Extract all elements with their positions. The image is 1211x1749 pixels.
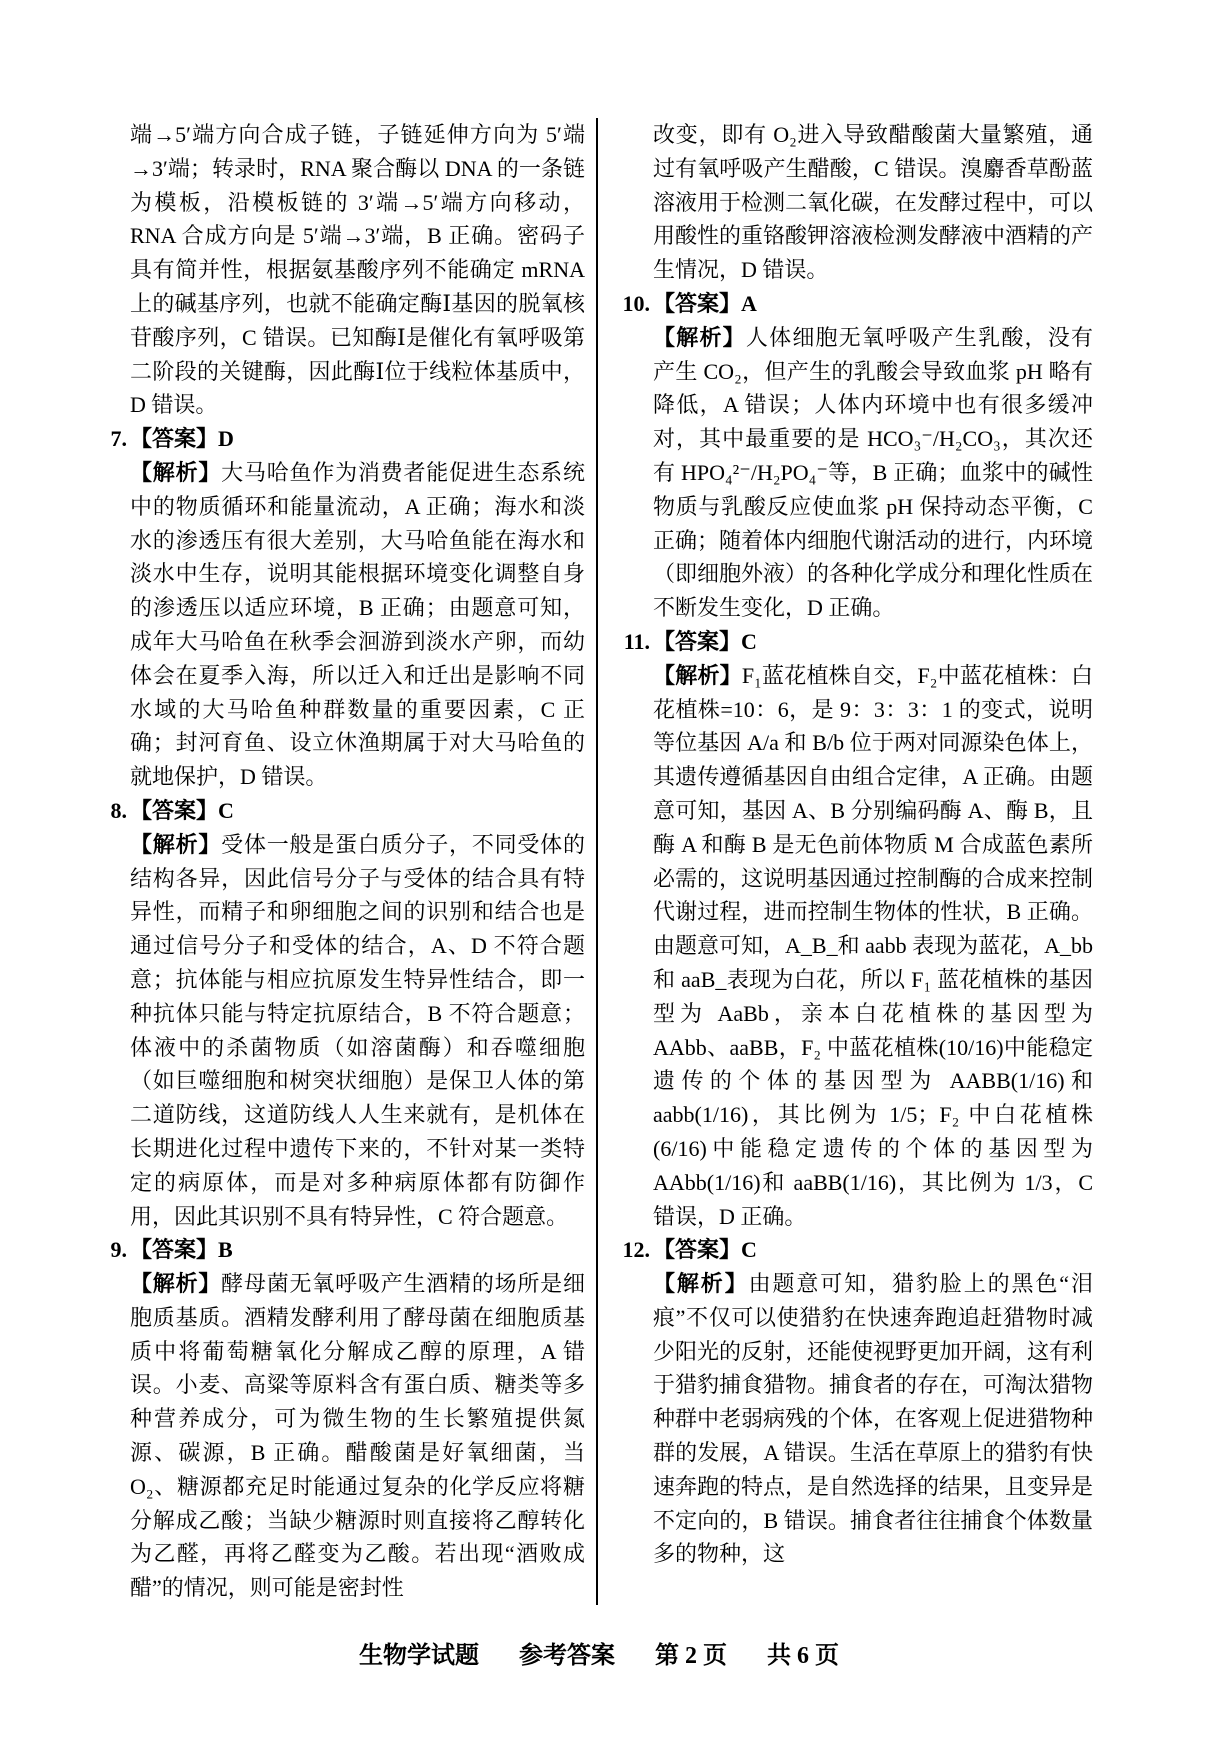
answer-label: 【答案】: [130, 797, 219, 823]
footer-page-number: 第 2 页: [655, 1643, 727, 1669]
continued-paragraph: 端→5′端方向合成子链，子链延伸方向为 5′端→3′端；转录时，RNA 聚合酶以 DNA 的一条链为模板，沿模板链的 3′端→5′端方向移动，RNA 合成方向是 5′端→3′端，B 正确。密码子具有简并性，根据氨基酸序列不能确定 mRNA 上的碱基序列，也就不能确定酶Ⅰ基因的脱氧核苷酸序列，C 错误。已知酶Ⅰ是催化有氧呼吸第二阶段的关键酶，因此酶Ⅰ位于线粒体基质中，D 错误。: [130, 122, 585, 418]
question-number: 7.: [110, 426, 127, 452]
analysis-paragraph: [653, 659, 1093, 1234]
answer-letter: C: [741, 628, 757, 654]
answer-key-content: [105, 118, 1093, 1605]
answer-label: 【答案】: [130, 1237, 219, 1263]
analysis-label: 【解析】: [130, 1271, 222, 1297]
answer-item-8: [110, 794, 585, 1233]
question-number: 10.: [622, 290, 650, 316]
answer-line: [622, 1233, 1093, 1267]
answer-letter: C: [218, 797, 234, 823]
analysis-text: 人体细胞无氧呼吸产生乳酸，没有产生 CO₂，但产生的乳酸会导致血浆 pH 略有降低，A 错误；人体内环境中也有很多缓冲对，其中最重要的是 HCO₃⁻/H₂CO₃，其次还有 HPO₄²⁻/H₂PO₄⁻等，B 正确；血浆中的碱性物质与乳酸反应使血浆 pH 保持动态平衡，C 正确；随着体内细胞代谢活动的进行，内环境（即细胞外液）的各种化学成分和理化性质在不断发生变化，D 正确。: [653, 324, 1094, 621]
question-number: 9.: [110, 1237, 127, 1263]
answer-line: [110, 1233, 585, 1267]
analysis-paragraph: [653, 1267, 1093, 1571]
page-footer: [105, 1640, 1093, 1674]
answer-item-11: [623, 625, 1094, 1233]
footer-doc-subtitle: 参考答案: [519, 1643, 615, 1669]
question-number: 8.: [110, 797, 127, 823]
answer-item-12: [622, 1233, 1094, 1571]
analysis-text: 大马哈鱼作为消费者能促进生态系统中的物质循环和能量流动，A 正确；海水和淡水的渗透压有很大差别，大马哈鱼能在海水和淡水中生存，说明其能根据环境变化调整自身的渗透压以适应环境，B 正确；由题意可知，成年大马哈鱼在秋季会洄游到淡水产卵，而幼体会在夏季入海，所以迁入和迁出是影响不同水域的大马哈鱼种群数量的重要因素，C 正确；封河育鱼、设立休渔期属于对大马哈鱼的就地保护，D 错误。: [130, 459, 585, 790]
answer-line: [623, 625, 1093, 659]
continued-paragraph: 改变，即有 O₂进入导致醋酸菌大量繁殖，通过有氧呼吸产生醋酸，C 错误。溴麝香草酚蓝溶液用于检测二氧化碳，在发酵过程中，可以用酸性的重铬酸钾溶液检测发酵液中酒精的产生情况，D 错误。: [653, 122, 1094, 283]
question-number: 12.: [622, 1237, 650, 1263]
answer-letter: B: [218, 1237, 233, 1263]
analysis-label: 【解析】: [130, 831, 222, 857]
answer-label: 【答案】: [130, 426, 219, 452]
analysis-text: 受体一般是蛋白质分子，不同受体的结构各异，因此信号分子与受体的结合具有特异性，而精子和卵细胞之间的识别和结合也是通过信号分子和受体的结合，A、D 不符合题意；抗体能与相应抗原发生特异性结合，即一种抗体只能与特定抗原结合，B 不符合题意；体液中的杀菌物质（如溶菌酶）和吞噬细胞（如巨噬细胞和树突状细胞）是保卫人体的第二道防线，这道防线人人生来就有，是机体在长期进化过程中遗传下来的，不针对某一类特定的病原体，而是对多种病原体都有防御作用，因此其识别不具有特异性，C 符合题意。: [130, 831, 585, 1229]
answer-label: 【答案】: [653, 628, 742, 654]
analysis-label: 【解析】: [130, 459, 222, 485]
question-number: 11.: [623, 628, 650, 654]
answer-letter: C: [741, 1237, 757, 1263]
analysis-paragraph: [653, 321, 1093, 625]
analysis-text: F₁蓝花植株自交，F₂中蓝花植株：白花植株=10：6，是 9：3：3：1 的变式，说明等位基因 A/a 和 B/b 位于两对同源染色体上，其遗传遵循基因自由组合定律，A 正确。由题意可知，基因 A、B 分别编码酶 A、酶 B，且酶 A 和酶 B 是无色前体物质 M 合成蓝色素所必需的，这说明基因通过控制酶的合成来控制代谢过程，进而控制生物体的性状，B 正确。由题意可知，A_B_和 aabb 表现为蓝花，A_bb 和 aaB_表现为白花，所以 F₁ 蓝花植株的基因型为 AaBb，亲本白花植株的基因型为 AAbb、aaBB，F₂ 中蓝花植株(10/16)中能稳定遗传的个体的基因型为 AABB(1/16)和 aabb(1/16)，其比例为 1/5；F₂ 中白花植株(6/16)中能稳定遗传的个体的基因型为 AAbb(1/16)和 aaBB(1/16)，其比例为 1/3，C 错误，D 正确。: [653, 662, 1094, 1229]
analysis-label: 【解析】: [653, 662, 742, 688]
answer-item-7: [110, 422, 585, 794]
answer-line: [110, 794, 585, 828]
footer-doc-title: 生物学试题: [359, 1643, 479, 1669]
answer-line: [622, 287, 1093, 321]
analysis-paragraph: [130, 828, 585, 1234]
answer-letter: D: [218, 426, 234, 452]
answer-line: [110, 422, 585, 456]
analysis-text: 由题意可知，猎豹脸上的黑色“泪痕”不仅可以使猎豹在快速奔跑追赶猎物时减少阳光的反射，还能使视野更加开阔，这有利于猎豹捕食猎物。捕食者的存在，可淘汰猎物种群中老弱病残的个体，在客观上促进猎物种群的发展，A 错误。生活在草原上的猎豹有快速奔跑的特点，是自然选择的结果，且变异是不定向的，B 错误。捕食者往往捕食个体数量多的物种，这: [653, 1271, 1094, 1567]
answer-label: 【答案】: [653, 1237, 742, 1263]
analysis-paragraph: [130, 456, 585, 794]
answer-item-9: [110, 1233, 585, 1605]
analysis-label: 【解析】: [653, 1271, 749, 1297]
answer-label: 【答案】: [653, 290, 742, 316]
footer-page-total: 共 6 页: [767, 1643, 839, 1669]
analysis-text: 酵母菌无氧呼吸产生酒精的场所是细胞质基质。酒精发酵利用了酵母菌在细胞质基质中将葡萄糖氧化分解成乙醇的原理，A 错误。小麦、高粱等原料含有蛋白质、糖类等多种营养成分，可为微生物的生长繁殖提供氮源、碳源，B 正确。醋酸菌是好氧细菌，当 O₂、糖源都充足时能通过复杂的化学反应将糖分解成乙酸；当缺少糖源时则直接将乙醇转化为乙醛，再将乙醛变为乙酸。若出现“酒败成醋”的情况，则可能是密封性: [130, 1271, 585, 1601]
answer-column-right: [598, 118, 1093, 1605]
analysis-paragraph: [130, 1267, 585, 1605]
answer-letter: A: [741, 290, 757, 316]
analysis-label: 【解析】: [653, 324, 746, 350]
answer-column-left: [105, 118, 585, 1605]
answer-item-10: [622, 287, 1094, 625]
